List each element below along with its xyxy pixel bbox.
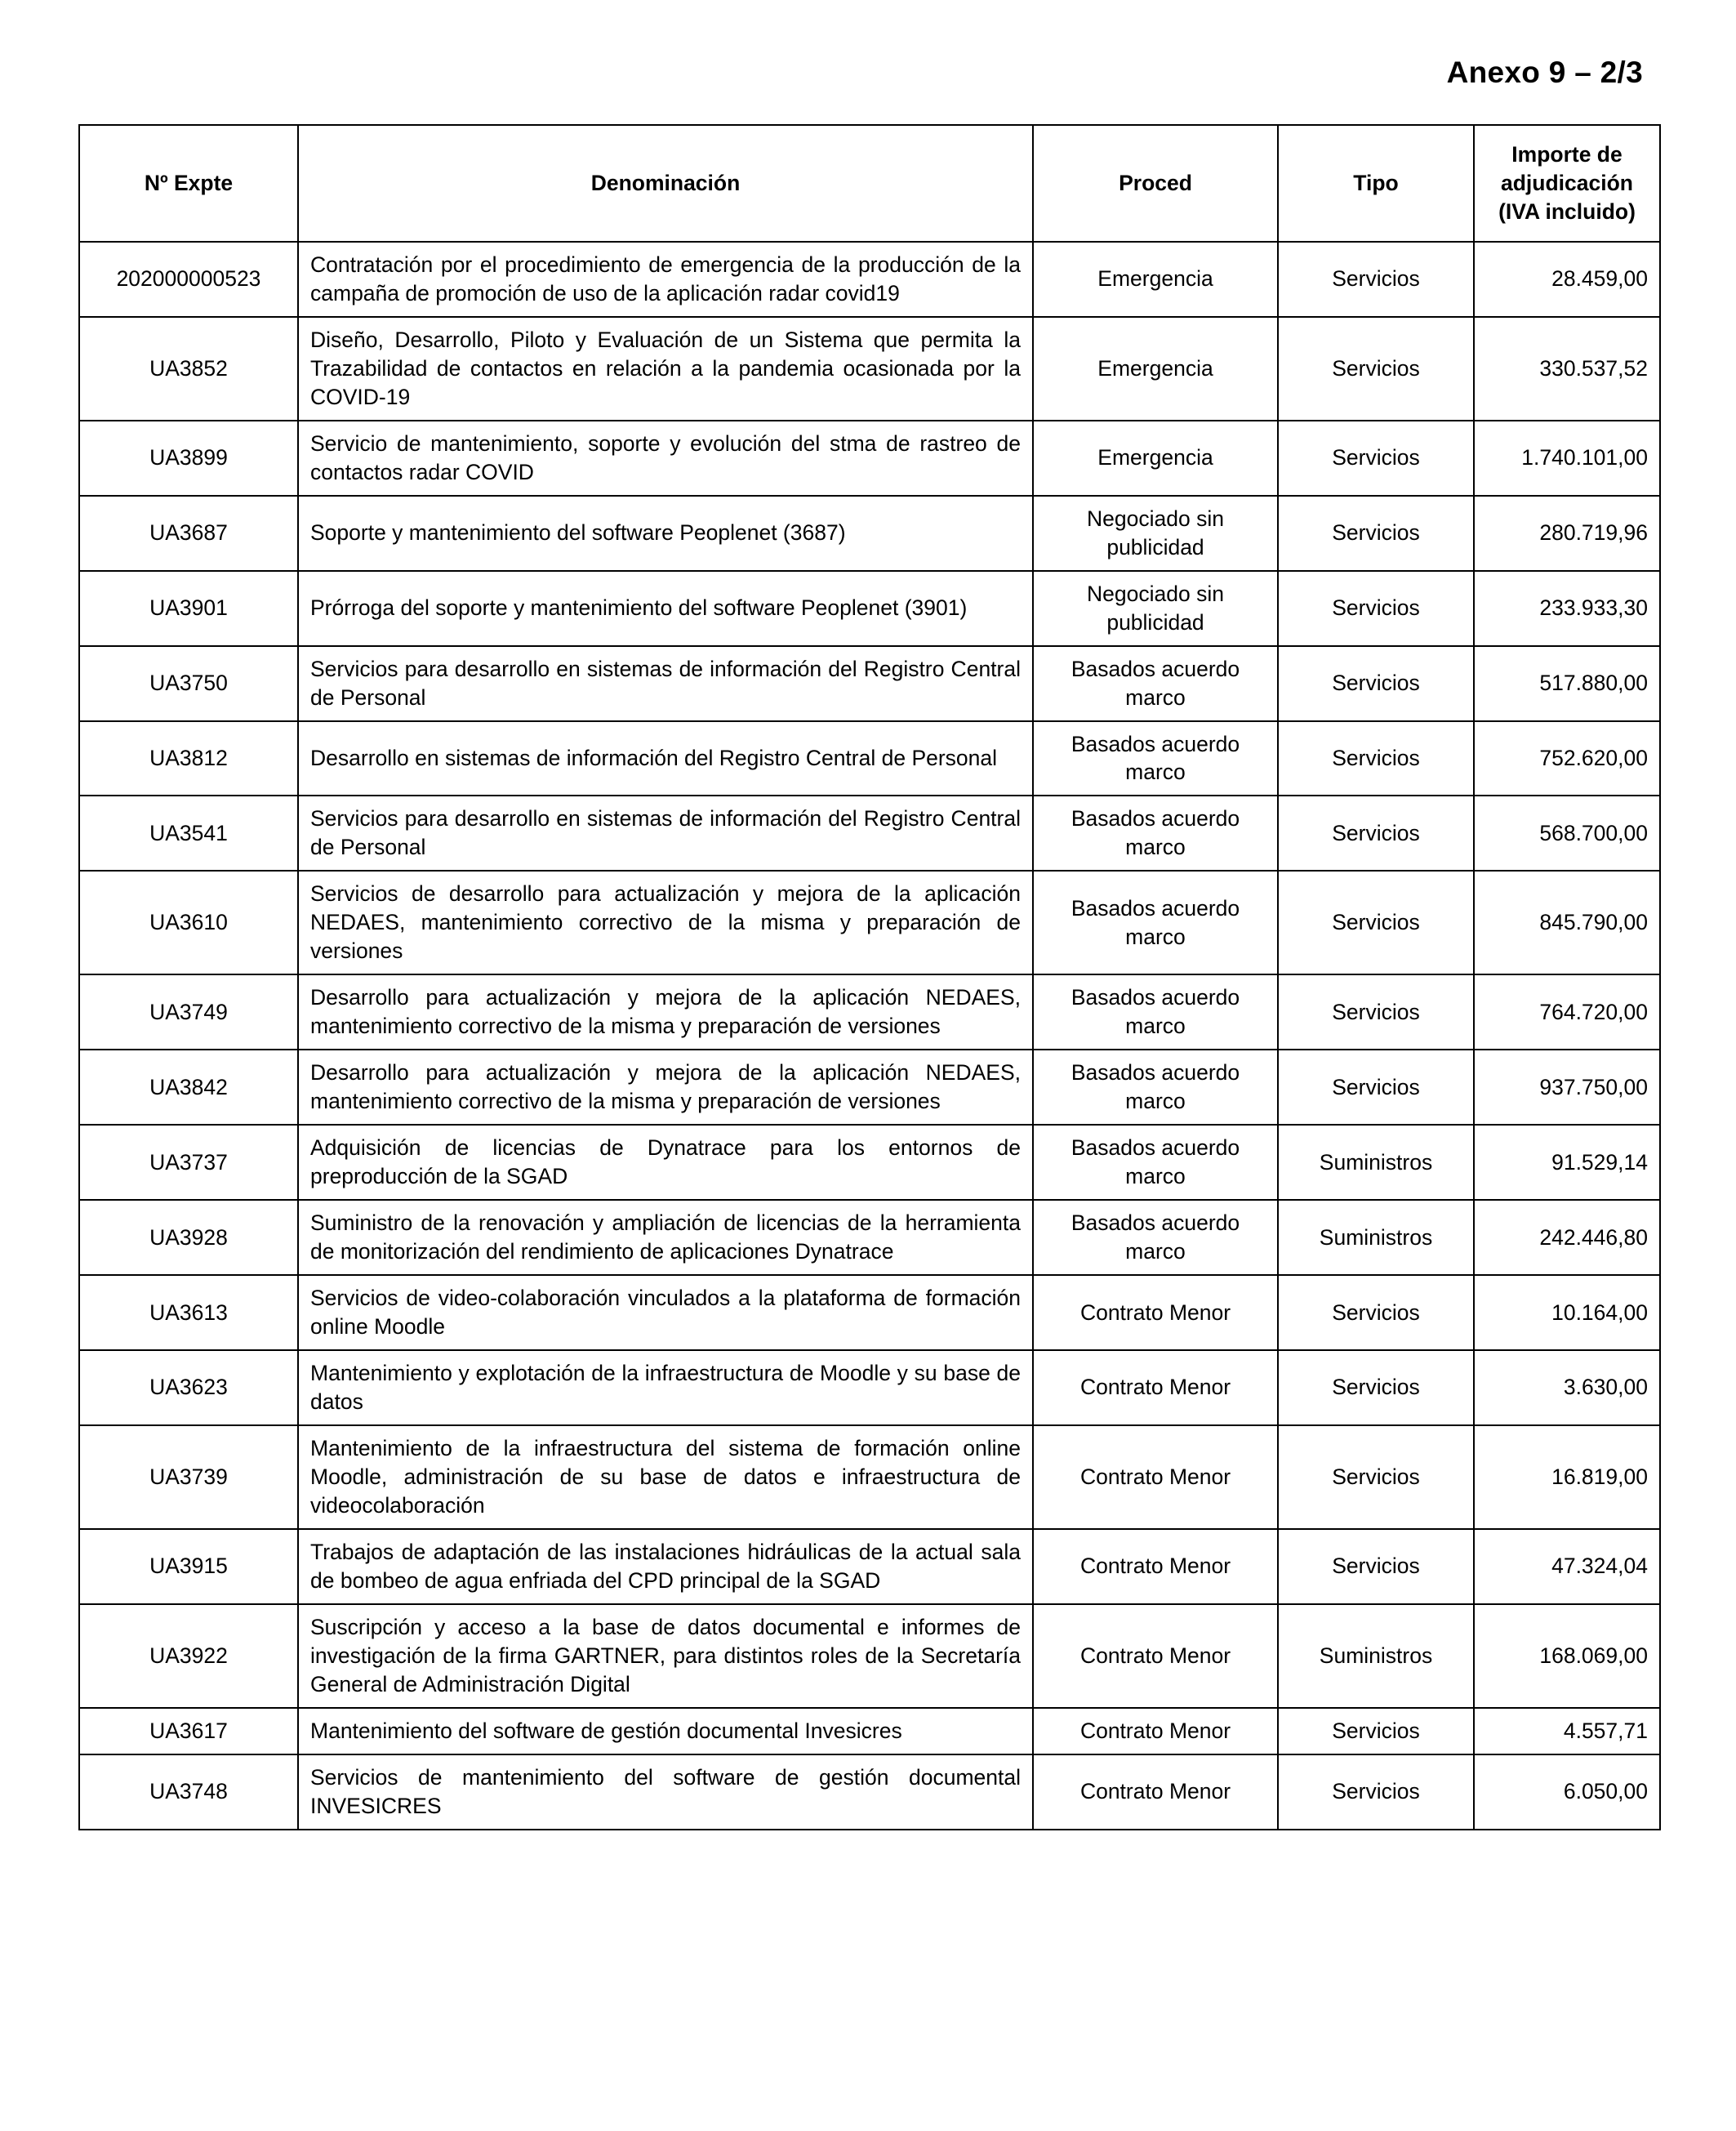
cell-proced: Negociado sin publicidad [1033,496,1278,571]
cell-denominacion: Servicios para desarrollo en sistemas de información del Registro Central de Personal [298,646,1033,721]
cell-tipo: Suministros [1278,1604,1474,1708]
cell-importe: 937.750,00 [1474,1050,1660,1125]
cell-importe: 16.819,00 [1474,1425,1660,1529]
table-row [79,1350,1660,1425]
column-header-denominacion: Denominación [298,125,1033,242]
cell-importe: 330.537,52 [1474,317,1660,421]
cell-tipo: Servicios [1278,1529,1474,1604]
cell-expte: UA3617 [79,1708,298,1754]
cell-denominacion: Desarrollo para actualización y mejora de la aplicación NEDAES, mantenimiento correctivo de la misma y preparación de versiones [298,1050,1033,1125]
cell-importe: 752.620,00 [1474,721,1660,796]
table-row [79,571,1660,646]
cell-importe: 6.050,00 [1474,1754,1660,1830]
table-row [79,974,1660,1050]
cell-expte: UA3748 [79,1754,298,1830]
table-row [79,721,1660,796]
page-title: Anexo 9 – 2/3 [1446,56,1643,89]
cell-denominacion: Servicios de desarrollo para actualización y mejora de la aplicación NEDAES, mantenimiento correctivo de la misma y preparación de versiones [298,871,1033,974]
cell-proced: Emergencia [1033,242,1278,317]
cell-tipo: Servicios [1278,1050,1474,1125]
table-row [79,242,1660,317]
table-body [79,242,1660,1830]
cell-proced: Contrato Menor [1033,1754,1278,1830]
cell-denominacion: Soporte y mantenimiento del software Peoplenet (3687) [298,496,1033,571]
cell-importe: 168.069,00 [1474,1604,1660,1708]
cell-importe: 10.164,00 [1474,1275,1660,1350]
cell-tipo: Servicios [1278,1425,1474,1529]
cell-importe: 28.459,00 [1474,242,1660,317]
cell-proced: Basados acuerdo marco [1033,721,1278,796]
cell-expte: UA3915 [79,1529,298,1604]
cell-denominacion: Adquisición de licencias de Dynatrace para los entornos de preproducción de la SGAD [298,1125,1033,1200]
cell-expte: UA3737 [79,1125,298,1200]
cell-expte: 202000000523 [79,242,298,317]
cell-tipo: Servicios [1278,317,1474,421]
cell-importe: 280.719,96 [1474,496,1660,571]
cell-tipo: Servicios [1278,974,1474,1050]
cell-proced: Contrato Menor [1033,1529,1278,1604]
cell-proced: Basados acuerdo marco [1033,796,1278,871]
cell-denominacion: Suministro de la renovación y ampliación de licencias de la herramienta de monitorización del rendimiento de aplicaciones Dynatrace [298,1200,1033,1275]
cell-denominacion: Desarrollo para actualización y mejora de la aplicación NEDAES, mantenimiento correctivo de la misma y preparación de versiones [298,974,1033,1050]
cell-tipo: Servicios [1278,1754,1474,1830]
table-row [79,317,1660,421]
cell-importe: 47.324,04 [1474,1529,1660,1604]
cell-tipo: Servicios [1278,796,1474,871]
cell-importe: 1.740.101,00 [1474,421,1660,496]
column-header-importe-line1: Importe de [1511,142,1622,167]
cell-tipo: Suministros [1278,1125,1474,1200]
cell-expte: UA3928 [79,1200,298,1275]
cell-tipo: Servicios [1278,646,1474,721]
cell-expte: UA3922 [79,1604,298,1708]
cell-denominacion: Desarrollo en sistemas de información del Registro Central de Personal [298,721,1033,796]
column-header-expte: Nº Expte [79,125,298,242]
cell-denominacion: Servicio de mantenimiento, soporte y evolución del stma de rastreo de contactos radar COVID [298,421,1033,496]
cell-expte: UA3613 [79,1275,298,1350]
cell-proced: Contrato Menor [1033,1425,1278,1529]
table-header-row [79,125,1660,242]
table-row [79,1754,1660,1830]
column-header-importe-line3: (IVA incluido) [1498,198,1636,224]
cell-expte: UA3901 [79,571,298,646]
cell-tipo: Servicios [1278,871,1474,974]
cell-proced: Negociado sin publicidad [1033,571,1278,646]
column-header-tipo: Tipo [1278,125,1474,242]
cell-proced: Contrato Menor [1033,1350,1278,1425]
cell-importe: 517.880,00 [1474,646,1660,721]
table-row [79,421,1660,496]
cell-denominacion: Contratación por el procedimiento de emergencia de la producción de la campaña de promoción de uso de la aplicación radar covid19 [298,242,1033,317]
cell-expte: UA3852 [79,317,298,421]
cell-tipo: Servicios [1278,421,1474,496]
cell-expte: UA3899 [79,421,298,496]
cell-denominacion: Mantenimiento de la infraestructura del sistema de formación online Moodle, administración de su base de datos e infraestructura de videocolaboración [298,1425,1033,1529]
cell-proced: Emergencia [1033,317,1278,421]
cell-proced: Contrato Menor [1033,1275,1278,1350]
cell-denominacion: Mantenimiento y explotación de la infraestructura de Moodle y su base de datos [298,1350,1033,1425]
cell-expte: UA3739 [79,1425,298,1529]
cell-importe: 91.529,14 [1474,1125,1660,1200]
table-row [79,1200,1660,1275]
cell-denominacion: Servicios de mantenimiento del software de gestión documental INVESICRES [298,1754,1033,1830]
cell-importe: 845.790,00 [1474,871,1660,974]
contracts-table [78,124,1661,1830]
table-row [79,871,1660,974]
cell-expte: UA3750 [79,646,298,721]
table-header [79,125,1660,242]
cell-expte: UA3623 [79,1350,298,1425]
cell-importe: 568.700,00 [1474,796,1660,871]
cell-proced: Basados acuerdo marco [1033,974,1278,1050]
cell-proced: Basados acuerdo marco [1033,1050,1278,1125]
cell-proced: Basados acuerdo marco [1033,1200,1278,1275]
cell-proced: Basados acuerdo marco [1033,871,1278,974]
cell-expte: UA3842 [79,1050,298,1125]
cell-proced: Contrato Menor [1033,1708,1278,1754]
cell-denominacion: Trabajos de adaptación de las instalaciones hidráulicas de la actual sala de bombeo de agua enfriada del CPD principal de la SGAD [298,1529,1033,1604]
table-row [79,796,1660,871]
table-row [79,1125,1660,1200]
column-header-importe [1474,125,1660,242]
cell-importe: 764.720,00 [1474,974,1660,1050]
cell-proced: Basados acuerdo marco [1033,1125,1278,1200]
cell-tipo: Servicios [1278,1275,1474,1350]
cell-tipo: Servicios [1278,571,1474,646]
table-row [79,1604,1660,1708]
cell-denominacion: Servicios de video-colaboración vinculados a la plataforma de formación online Moodle [298,1275,1033,1350]
cell-expte: UA3812 [79,721,298,796]
table-row [79,1529,1660,1604]
cell-denominacion: Diseño, Desarrollo, Piloto y Evaluación de un Sistema que permita la Trazabilidad de contactos en relación a la pandemia ocasionada por la COVID-19 [298,317,1033,421]
cell-denominacion: Suscripción y acceso a la base de datos documental e informes de investigación de la firma GARTNER, para distintos roles de la Secretaría General de Administración Digital [298,1604,1033,1708]
cell-expte: UA3687 [79,496,298,571]
column-header-importe-line2: adjudicación [1501,170,1633,195]
cell-proced: Basados acuerdo marco [1033,646,1278,721]
cell-denominacion: Servicios para desarrollo en sistemas de información del Registro Central de Personal [298,796,1033,871]
cell-tipo: Servicios [1278,242,1474,317]
cell-tipo: Servicios [1278,496,1474,571]
cell-expte: UA3610 [79,871,298,974]
table-row [79,1708,1660,1754]
table-row [79,1275,1660,1350]
table-row [79,646,1660,721]
column-header-proced: Proced [1033,125,1278,242]
table-row [79,1425,1660,1529]
cell-tipo: Servicios [1278,1708,1474,1754]
table-row [79,1050,1660,1125]
cell-proced: Emergencia [1033,421,1278,496]
cell-denominacion: Prórroga del soporte y mantenimiento del software Peoplenet (3901) [298,571,1033,646]
cell-proced: Contrato Menor [1033,1604,1278,1708]
cell-importe: 233.933,30 [1474,571,1660,646]
cell-denominacion: Mantenimiento del software de gestión documental Invesicres [298,1708,1033,1754]
table-row [79,496,1660,571]
cell-tipo: Servicios [1278,1350,1474,1425]
cell-importe: 3.630,00 [1474,1350,1660,1425]
cell-tipo: Servicios [1278,721,1474,796]
cell-expte: UA3541 [79,796,298,871]
cell-tipo: Suministros [1278,1200,1474,1275]
cell-importe: 4.557,71 [1474,1708,1660,1754]
cell-importe: 242.446,80 [1474,1200,1660,1275]
cell-expte: UA3749 [79,974,298,1050]
